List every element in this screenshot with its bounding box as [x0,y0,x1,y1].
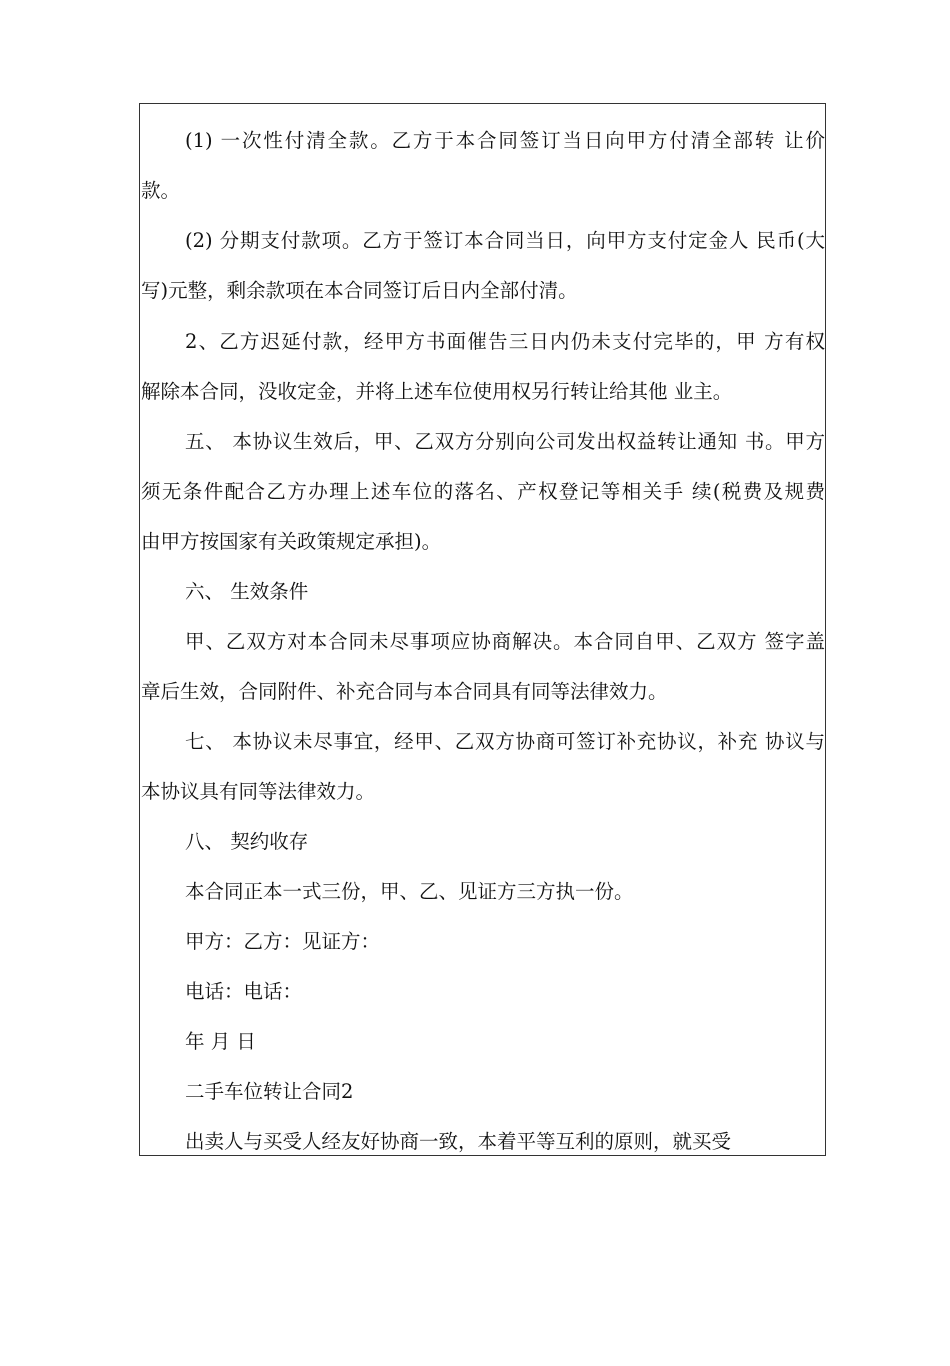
paragraph-line: 出卖人与买受人经友好协商一致，本着平等互利的原则，就买受 [185,1130,732,1153]
paragraph-line: (2) 分期支付款项。乙方于签订本合同当日，向甲方支付定金人 民币(大 [185,229,825,252]
signature-parties: 甲方：乙方：见证方： [185,930,381,953]
paragraph-line: 须无条件配合乙方办理上述车位的落名、产权登记等相关手 续(税费及规费 [141,480,825,503]
paragraph-line: 五、 本协议生效后，甲、乙双方分别向公司发出权益转让通知 书。甲方 [185,430,825,453]
phone-fields: 电话：电话： [185,980,303,1003]
paragraph-line: 写)元整，剩余款项在本合同签订后日内全部付清。 [141,279,578,302]
section-heading: 六、 生效条件 [185,580,309,603]
paragraph-line: 七、 本协议未尽事宜，经甲、乙双方协商可签订补充协议，补充 协议与 [185,730,825,753]
paragraph-line: 本协议具有同等法律效力。 [141,780,376,803]
paragraph-line: 2、乙方迟延付款，经甲方书面催告三日内仍未支付完毕的，甲 方有权 [185,330,825,353]
paragraph-line: 款。 [141,179,181,202]
document-frame [139,103,826,1156]
paragraph-line: 本合同正本一式三份，甲、乙、见证方三方执一份。 [185,880,634,903]
section-heading: 八、 契约收存 [185,830,309,853]
paragraph-line: (1) 一次性付清全款。乙方于本合同签订当日向甲方付清全部转 让价 [185,129,825,152]
paragraph-line: 章后生效，合同附件、补充合同与本合同具有同等法律效力。 [141,680,668,703]
paragraph-line: 解除本合同，没收定金，并将上述车位使用权另行转让给其他 业主。 [141,380,733,403]
paragraph-line: 甲、乙双方对本合同未尽事项应协商解决。本合同自甲、乙双方 签字盖 [185,630,825,653]
date-field: 年 月 日 [185,1030,256,1053]
contract-title: 二手车位转让合同2 [185,1080,354,1103]
paragraph-line: 由甲方按国家有关政策规定承担)。 [141,530,442,553]
